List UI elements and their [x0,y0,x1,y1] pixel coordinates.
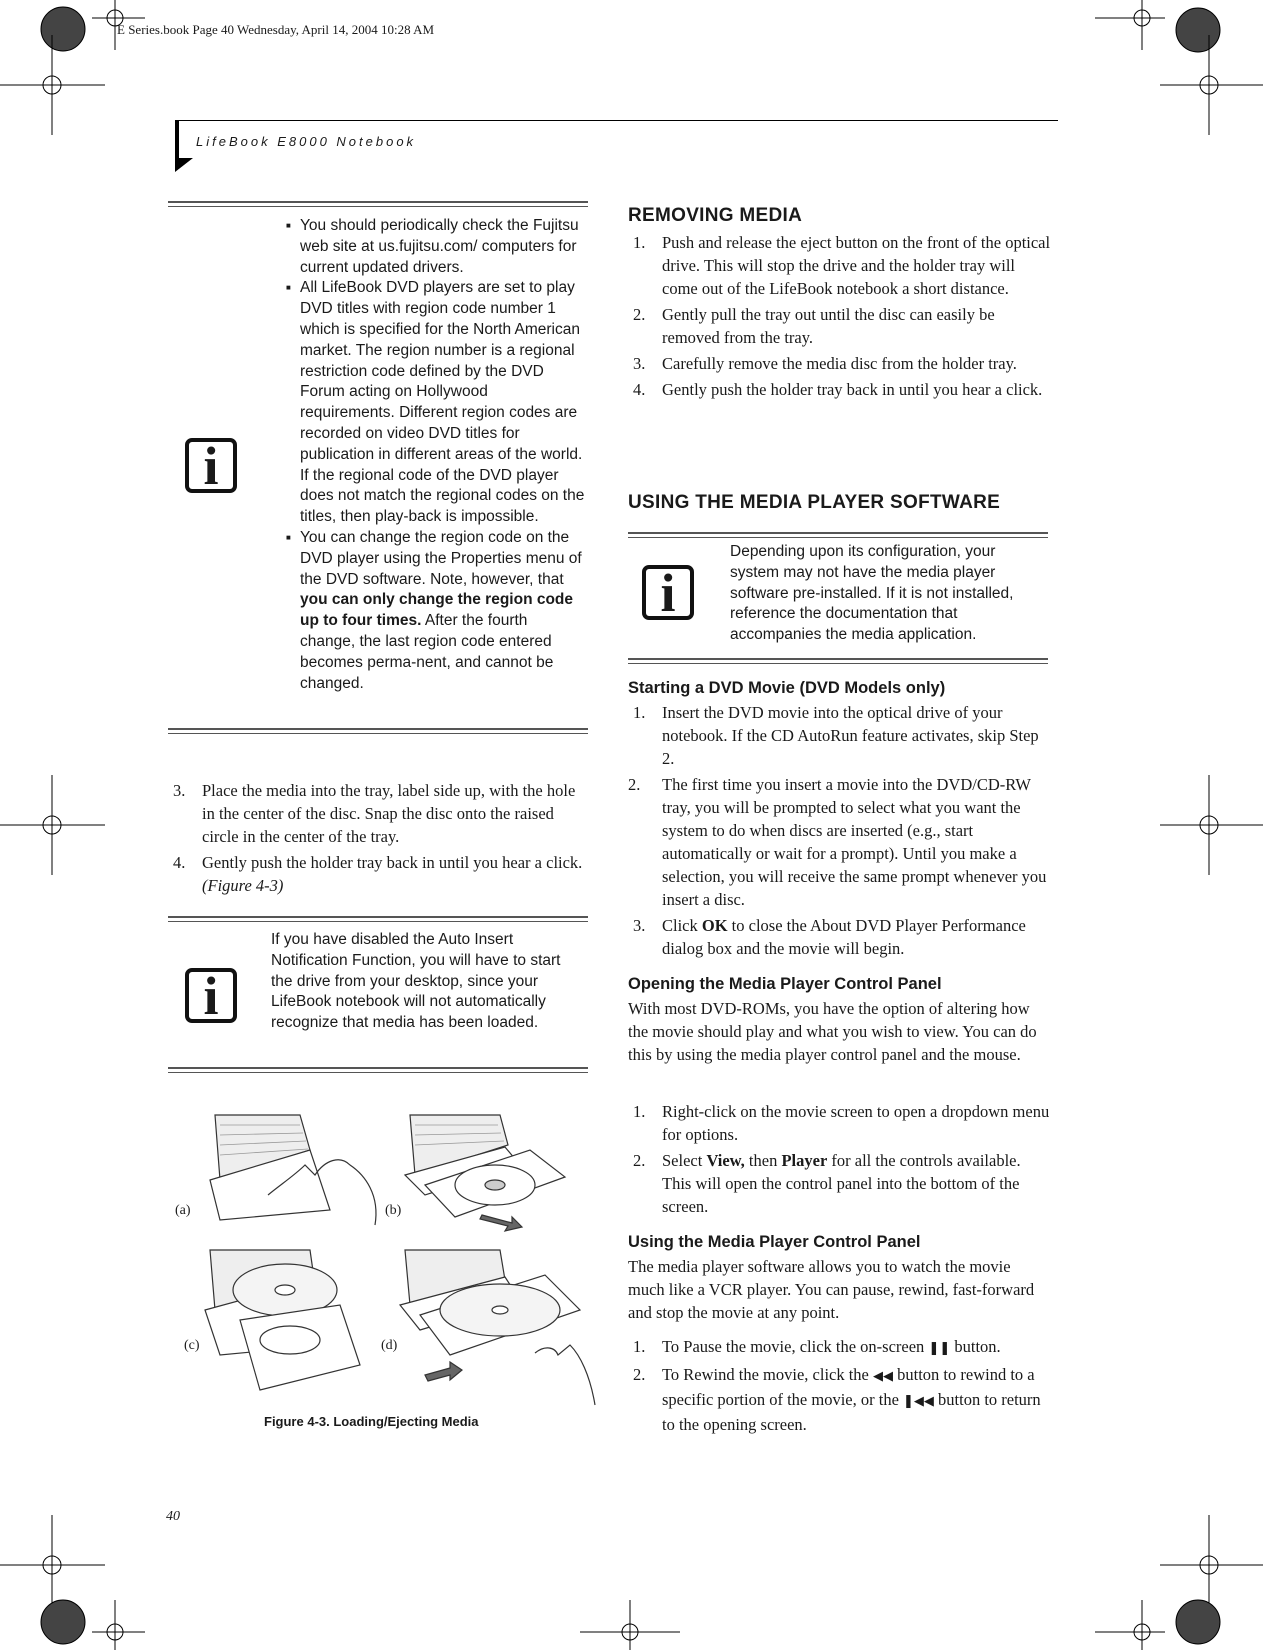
heading-opening-control-panel: Opening the Media Player Control Panel [628,975,942,993]
figure-label-c: (c) [184,1338,200,1353]
step-item: 1. Insert the DVD movie into the optical drive of your notebook. If the CD AutoRun feature activates, skip Step 2. [633,703,1039,768]
step-item: 1. To Pause the movie, click the on-screen ❚❚ button. [633,1337,1001,1356]
note1-bottom-rule [168,728,588,734]
info-icon: i [185,438,237,493]
note3-bottom-rule [628,658,1048,664]
heading-media-player-software: USING THE MEDIA PLAYER SOFTWARE [628,492,1001,513]
note1-item: ■ You should periodically check the Fujitsu web site at us.fujitsu.com/ computers for current updated drivers. [284,216,586,278]
step-item: 2. The first time you insert a movie into the DVD/CD-RW tray, you will be prompted to select what you want the system to do when discs are inserted (e.g., start automatically or wait for a prompt). Until you make a selection, you will receive the same prompt whenever you insert a disc. [628,775,1047,909]
note2-text: If you have disabled the Auto Insert Notification Function, you will have to start the drive from your desktop, since your LifeBook notebook will not automatically recognize that media has been loaded. [271,931,561,1032]
step-item: 3. Place the media into the tray, label side up, with the hole in the center of the disc. Snap the disc onto the raised circle in the center of the tray. [173,781,576,846]
note3-text: Depending upon its configuration, your system may not have the media player software pre-installed. If it is not installed, reference the documentation that accompanies the media application. [730,543,1014,644]
rewind-icon: ◀◀ [873,1369,894,1384]
step-item: 1. Push and release the eject button on the front of the optical drive. This will stop the drive and the holder tray will come out of the LifeBook notebook a short distance. [633,233,1051,298]
opening-steps [633,1100,1053,1218]
using-paragraph: The media player software allows you to watch the movie much like a VCR player. You can pause, rewind, fast-forward and stop the movie at any point. [628,1257,1035,1322]
heading-starting-dvd: Starting a DVD Movie (DVD Models only) [628,679,946,697]
heading-removing-media: REMOVING MEDIA [628,205,803,226]
step-item: 3. Click OK to close the About DVD Player Performance dialog box and the movie will begin. [633,916,1026,958]
step-item: 2. To Rewind the movie, click the ◀◀ button to rewind to a specific portion of the movie, or the ❚◀◀ button to return to the opening screen. [633,1365,1041,1434]
info-icon: i [185,968,237,1023]
note3-top-rule [628,532,1048,538]
figure-panel-a [210,1115,376,1225]
opening-paragraph: With most DVD-ROMs, you have the option of altering how the movie should play and what you wish to view. You can do this by using the media player control panel and the mouse. [628,999,1037,1064]
note1-item: ■ All LifeBook DVD players are set to play DVD titles with region code number 1 which is specified for the North American market. The region number is a regional restriction code defined by the DVD Forum acting on Hollywood requirements. Different region codes are recorded on video DVD titles for publication in different areas of the world. If the regional code of the DVD player does not match the regional codes on the titles, then play-back is impossible. [284,278,586,528]
note1-item: ■ You can change the region code on the DVD player using the Properties menu of the DVD software. Note, however, that you can only change the region code up to four times. After the fourth change, the last region code entered becomes perma-nent, and cannot be changed. [284,528,586,694]
step-item: 2. Select View, then Player for all the controls available. This will open the control panel into the bottom of the screen. [633,1151,1021,1216]
step-item: 4. Gently push the holder tray back in until you hear a click. [633,380,1043,399]
note1-top-rule [168,201,588,207]
figure-panel-b [405,1115,565,1231]
running-head: LifeBook E8000 Notebook [196,134,417,149]
info-icon: i [642,565,694,620]
figure-panel-c [205,1250,360,1390]
figure-label-b: (b) [385,1203,402,1218]
skip-back-icon: ❚◀◀ [903,1394,934,1409]
step-item: 2. Gently pull the tray out until the disc can easily be removed from the tray. [633,305,995,347]
note2-bottom-rule [168,1067,588,1073]
figure-loading-ejecting [160,1105,600,1425]
figure-label-a: (a) [175,1203,191,1218]
figure-panel-d [400,1250,595,1405]
note1-text [284,216,586,694]
page-number: 40 [166,1509,180,1524]
pause-icon: ❚❚ [928,1341,951,1356]
using-steps [633,1335,1053,1436]
step-item: 4. Gently push the holder tray back in until you hear a click. (Figure 4-3) [173,853,583,895]
header-rule [175,120,1058,121]
figure-label-d: (d) [381,1338,398,1353]
note2-top-rule [168,916,588,922]
figure-caption: Figure 4-3. Loading/Ejecting Media [264,1414,479,1429]
book-slug: E Series.book Page 40 Wednesday, April 14, 2004 10:28 AM [117,22,435,37]
header-tab [175,120,193,172]
step-item: 1. Right-click on the movie screen to open a dropdown menu for options. [633,1102,1050,1144]
step-item: 3. Carefully remove the media disc from the holder tray. [633,354,1017,373]
heading-using-control-panel: Using the Media Player Control Panel [628,1233,921,1251]
starting-steps [628,701,1053,960]
load-steps [173,779,588,897]
removing-steps [633,231,1053,401]
